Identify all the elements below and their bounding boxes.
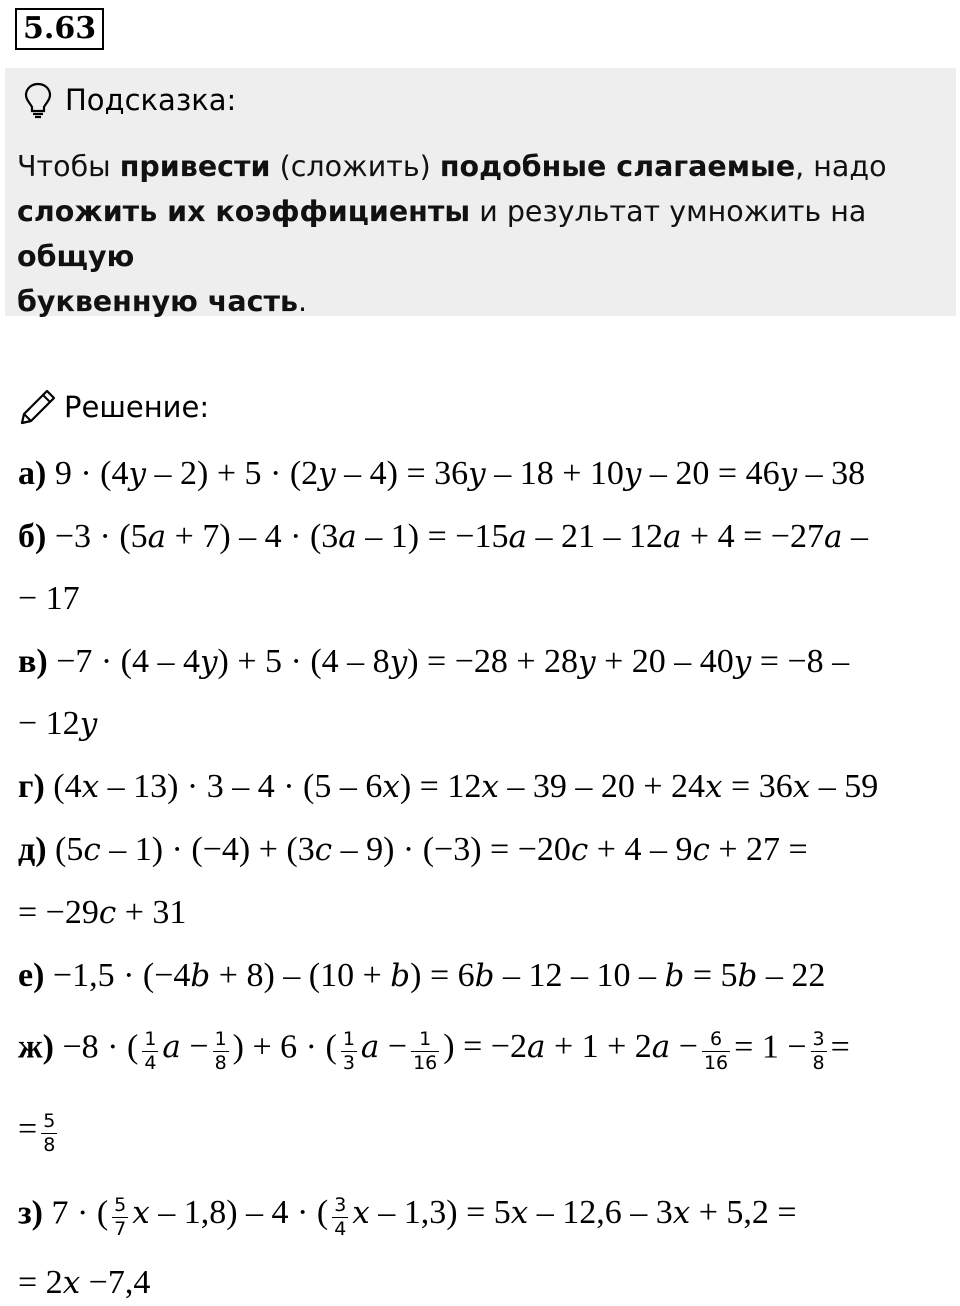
hint-text-part: Чтобы — [17, 150, 120, 183]
numerator: 1 — [411, 1028, 439, 1052]
hint-bold: подобные слагаемые — [439, 150, 796, 183]
equation-part: = 1 − — [734, 1028, 807, 1066]
numerator: 6 — [702, 1028, 730, 1052]
numerator: 1 — [144, 1028, 157, 1050]
solution-title: Решение: — [64, 390, 210, 424]
numerator: 3 — [334, 1194, 347, 1216]
fraction — [341, 1028, 357, 1075]
hint-bold: привести — [119, 150, 271, 183]
denominator: 7 — [114, 1218, 127, 1240]
numerator: 3 — [812, 1028, 825, 1050]
item-label: з) — [18, 1194, 43, 1232]
hint-text-part: (сложить) — [270, 150, 440, 183]
denominator: 8 — [43, 1134, 56, 1156]
item-label: е) — [18, 957, 45, 994]
equation-part: a − — [360, 1028, 408, 1066]
equation-part: x – 1,8) – 4 · ( — [132, 1194, 329, 1232]
hint-title: Подсказка: — [65, 83, 237, 117]
equation-part: a − — [162, 1028, 209, 1066]
numerator: 1 — [214, 1028, 227, 1050]
solution-line-zh-cont — [18, 1108, 61, 1155]
solution-line-b-cont — [18, 579, 80, 619]
equation: 9 · (4y – 2) + 5 · (2y – 4) = 36y – 18 + 10y – 20 = 46y – 38 — [54, 455, 866, 492]
solution-line-v-cont — [18, 704, 97, 744]
equation: −1,5 · (−4b + 8) – (10 + b) = 6b – 12 – 10 – b = 5b – 22 — [52, 957, 826, 994]
solution-line-a — [18, 454, 865, 494]
hint-text-part: . — [298, 285, 308, 318]
denominator: 4 — [334, 1218, 347, 1240]
equation: − 17 — [18, 580, 80, 617]
equation-part: −8 · ( — [62, 1028, 139, 1066]
denominator: 16 — [703, 1052, 729, 1074]
solution-line-d-cont — [18, 893, 186, 933]
fraction — [811, 1028, 827, 1075]
item-label: д) — [18, 831, 47, 868]
solution-line-d — [18, 830, 808, 870]
solution-line-b — [18, 517, 868, 557]
item-label: ж) — [18, 1028, 54, 1066]
equation-part: 7 · ( — [51, 1194, 109, 1232]
fraction — [213, 1028, 229, 1075]
solution-line-zh — [18, 1026, 850, 1073]
hint-box — [5, 68, 956, 316]
denominator: 3 — [342, 1052, 355, 1074]
equation: − 12y — [18, 705, 98, 742]
problem-number: 5.63 — [15, 8, 104, 50]
fraction — [411, 1028, 439, 1075]
equation-part: = — [18, 1110, 38, 1148]
fraction — [112, 1194, 128, 1241]
lightbulb-icon — [23, 81, 53, 119]
solution-line-z-cont — [18, 1263, 150, 1303]
equation: = 2x −7,4 — [18, 1264, 151, 1301]
solution-line-g — [18, 767, 878, 807]
equation-part: ) + 6 · ( — [232, 1028, 337, 1066]
hint-text-part: , надо — [795, 150, 887, 183]
item-label: г) — [18, 768, 45, 805]
numerator: 1 — [342, 1028, 355, 1050]
solution-line-z — [18, 1192, 797, 1239]
hint-text — [17, 144, 947, 324]
equation-part: = — [830, 1028, 850, 1066]
fraction — [41, 1110, 57, 1157]
item-label: в) — [18, 643, 48, 680]
equation-part: ) = −2a + 1 + 2a − — [443, 1028, 698, 1066]
hint-bold: буквенную часть — [17, 285, 299, 318]
equation: −3 · (5a + 7) – 4 · (3a – 1) = −15a – 21 – 12a + 4 = −27a – — [54, 518, 868, 555]
numerator: 5 — [114, 1194, 127, 1216]
pencil-icon — [18, 387, 58, 427]
equation: −7 · (4 – 4y) + 5 · (4 – 8y) = −28 + 28y + 20 – 40y = −8 – — [56, 643, 850, 680]
fraction — [142, 1028, 158, 1075]
equation: = −29c + 31 — [18, 894, 187, 931]
item-label: б) — [18, 518, 47, 555]
solution-line-v — [18, 642, 849, 682]
equation-part: x – 1,3) = 5x – 12,6 – 3x + 5,2 = — [352, 1194, 797, 1232]
solution-line-e — [18, 956, 825, 996]
denominator: 8 — [214, 1052, 227, 1074]
hint-bold: общую — [17, 240, 135, 273]
fraction — [702, 1028, 730, 1075]
equation: (5c – 1) · (−4) + (3c – 9) · (−3) = −20c + 4 – 9c + 27 = — [55, 831, 808, 868]
equation: (4x – 13) · 3 – 4 · (5 – 6x) = 12x – 39 – 20 + 24x = 36x – 59 — [53, 768, 879, 805]
hint-bold: сложить их коэффициенты — [17, 195, 471, 228]
denominator: 8 — [812, 1052, 825, 1074]
solution-header — [18, 384, 209, 430]
fraction — [332, 1194, 348, 1241]
item-label: а) — [18, 455, 47, 492]
hint-header — [23, 80, 236, 120]
denominator: 16 — [413, 1052, 438, 1074]
numerator: 5 — [43, 1110, 56, 1132]
denominator: 4 — [144, 1052, 157, 1074]
hint-text-part: и результат умножить на — [470, 195, 867, 228]
